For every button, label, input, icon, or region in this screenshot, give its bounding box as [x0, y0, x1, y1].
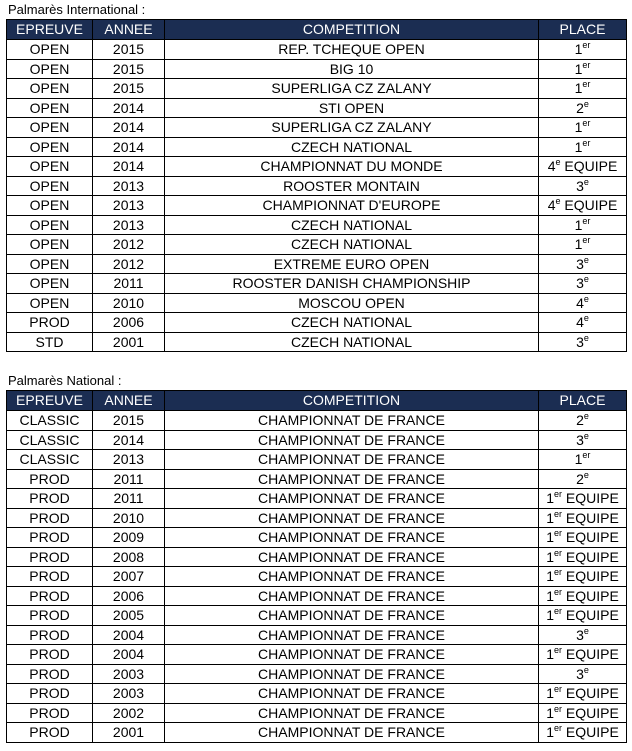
- place-cell: [539, 684, 627, 704]
- epreuve-cell: OPEN: [7, 79, 93, 99]
- national-table: [6, 390, 627, 743]
- place-cell: [539, 450, 627, 470]
- place-suffix: er: [553, 508, 562, 519]
- place-rank: 1: [546, 548, 554, 565]
- epreuve-cell: CLASSIC: [7, 411, 93, 431]
- epreuve-cell: OPEN: [7, 157, 93, 177]
- place-suffix: e: [583, 411, 589, 422]
- table-row: [7, 59, 627, 79]
- competition-cell: CHAMPIONNAT DE FRANCE: [165, 645, 539, 665]
- place-cell: [539, 59, 627, 79]
- competition-cell: CHAMPIONNAT DE FRANCE: [165, 528, 539, 548]
- place-suffix: er: [553, 723, 562, 734]
- place-cell: [539, 157, 627, 177]
- place-cell: [539, 235, 627, 255]
- annee-cell: 2014: [93, 98, 165, 118]
- place-rank: 1: [574, 236, 583, 253]
- table-row: [7, 118, 627, 138]
- place-suffix: e: [583, 469, 589, 480]
- table-row: [7, 313, 627, 333]
- table-row: [7, 430, 627, 450]
- place-rank: 3: [576, 431, 584, 448]
- annee-cell: 2014: [93, 137, 165, 157]
- place-suffix: er: [553, 567, 562, 578]
- place-cell: [539, 332, 627, 352]
- table-row: [7, 684, 627, 704]
- table-row: [7, 703, 627, 723]
- table-row: [7, 450, 627, 470]
- place-rank: 1: [574, 119, 583, 136]
- place-cell: [539, 79, 627, 99]
- place-rank: 1: [546, 490, 554, 507]
- annee-cell: 2006: [93, 586, 165, 606]
- annee-cell: 2013: [93, 196, 165, 216]
- competition-cell: CHAMPIONNAT D'EUROPE: [165, 196, 539, 216]
- table-row: [7, 586, 627, 606]
- place-extra: EQUIPE: [562, 587, 619, 604]
- annee-cell: 2004: [93, 645, 165, 665]
- place-extra: EQUIPE: [562, 529, 619, 546]
- table-row: [7, 332, 627, 352]
- competition-cell: MOSCOU OPEN: [165, 293, 539, 313]
- international-title: Palmarès International :: [8, 2, 146, 17]
- place-cell: [539, 489, 627, 509]
- competition-cell: CHAMPIONNAT DE FRANCE: [165, 703, 539, 723]
- place-rank: 4: [576, 294, 584, 311]
- place-rank: 4: [547, 197, 556, 214]
- competition-cell: SUPERLIGA CZ ZALANY: [165, 79, 539, 99]
- epreuve-cell: OPEN: [7, 40, 93, 60]
- table-row: [7, 489, 627, 509]
- place-rank: 1: [546, 646, 554, 663]
- epreuve-cell: PROD: [7, 723, 93, 743]
- table-row: [7, 137, 627, 157]
- annee-cell: 2014: [93, 157, 165, 177]
- place-suffix: e: [583, 332, 589, 343]
- epreuve-cell: PROD: [7, 547, 93, 567]
- table-row: [7, 215, 627, 235]
- place-rank: 3: [576, 665, 584, 682]
- annee-cell: 2015: [93, 40, 165, 60]
- place-rank: 1: [574, 451, 583, 468]
- national-title: Palmarès National :: [8, 373, 122, 388]
- place-rank: 1: [546, 724, 554, 741]
- place-rank: 1: [546, 529, 554, 546]
- table-row: [7, 40, 627, 60]
- competition-cell: BIG 10: [165, 59, 539, 79]
- place-cell: [539, 430, 627, 450]
- place-extra: EQUIPE: [562, 509, 619, 526]
- competition-cell: CHAMPIONNAT DE FRANCE: [165, 684, 539, 704]
- place-rank: 1: [574, 138, 583, 155]
- place-extra: EQUIPE: [562, 704, 619, 721]
- place-rank: 1: [546, 704, 554, 721]
- table-row: [7, 235, 627, 255]
- place-rank: 2: [576, 99, 584, 116]
- place-suffix: er: [582, 40, 591, 51]
- place-extra: EQUIPE: [562, 490, 619, 507]
- place-suffix: er: [553, 645, 562, 656]
- annee-cell: 2010: [93, 508, 165, 528]
- competition-cell: CHAMPIONNAT DE FRANCE: [165, 469, 539, 489]
- table-row: [7, 196, 627, 216]
- competition-cell: CHAMPIONNAT DE FRANCE: [165, 411, 539, 431]
- place-cell: [539, 196, 627, 216]
- annee-cell: 2011: [93, 489, 165, 509]
- table-row: [7, 254, 627, 274]
- epreuve-cell: PROD: [7, 703, 93, 723]
- table-row: [7, 606, 627, 626]
- place-cell: [539, 703, 627, 723]
- place-rank: 3: [576, 626, 584, 643]
- place-extra: EQUIPE: [562, 568, 619, 585]
- competition-cell: CHAMPIONNAT DE FRANCE: [165, 508, 539, 528]
- place-cell: [539, 528, 627, 548]
- epreuve-cell: PROD: [7, 606, 93, 626]
- epreuve-cell: OPEN: [7, 254, 93, 274]
- header-place: PLACE: [539, 391, 627, 411]
- competition-cell: CHAMPIONNAT DU MONDE: [165, 157, 539, 177]
- table-row: [7, 547, 627, 567]
- place-cell: [539, 40, 627, 60]
- annee-cell: 2011: [93, 274, 165, 294]
- competition-cell: REP. TCHEQUE OPEN: [165, 40, 539, 60]
- place-rank: 1: [574, 216, 583, 233]
- annee-cell: 2015: [93, 411, 165, 431]
- annee-cell: 2015: [93, 59, 165, 79]
- place-cell: [539, 254, 627, 274]
- header-annee: ANNEE: [93, 391, 165, 411]
- place-cell: [539, 567, 627, 587]
- epreuve-cell: PROD: [7, 664, 93, 684]
- place-rank: 1: [546, 587, 554, 604]
- place-suffix: er: [553, 684, 562, 695]
- competition-cell: CHAMPIONNAT DE FRANCE: [165, 723, 539, 743]
- international-rows: [7, 40, 627, 352]
- epreuve-cell: OPEN: [7, 293, 93, 313]
- epreuve-cell: PROD: [7, 469, 93, 489]
- place-cell: [539, 98, 627, 118]
- annee-cell: 2003: [93, 664, 165, 684]
- place-suffix: er: [582, 235, 591, 246]
- place-suffix: e: [583, 274, 589, 285]
- place-suffix: e: [583, 98, 589, 109]
- table-row: [7, 645, 627, 665]
- place-extra: EQUIPE: [562, 548, 619, 565]
- epreuve-cell: OPEN: [7, 98, 93, 118]
- table-row: [7, 79, 627, 99]
- annee-cell: 2008: [93, 547, 165, 567]
- place-rank: 3: [576, 275, 584, 292]
- place-rank: 3: [576, 333, 584, 350]
- place-cell: [539, 586, 627, 606]
- place-suffix: er: [553, 606, 562, 617]
- competition-cell: CHAMPIONNAT DE FRANCE: [165, 606, 539, 626]
- annee-cell: 2006: [93, 313, 165, 333]
- place-cell: [539, 508, 627, 528]
- epreuve-cell: PROD: [7, 567, 93, 587]
- annee-cell: 2001: [93, 332, 165, 352]
- competition-cell: CZECH NATIONAL: [165, 235, 539, 255]
- annee-cell: 2014: [93, 118, 165, 138]
- place-extra: EQUIPE: [562, 607, 619, 624]
- competition-cell: CHAMPIONNAT DE FRANCE: [165, 625, 539, 645]
- table-row: [7, 274, 627, 294]
- epreuve-cell: PROD: [7, 645, 93, 665]
- place-cell: [539, 176, 627, 196]
- epreuve-cell: OPEN: [7, 137, 93, 157]
- epreuve-cell: STD: [7, 332, 93, 352]
- national-rows: [7, 411, 627, 743]
- place-extra: EQUIPE: [562, 724, 619, 741]
- place-cell: [539, 274, 627, 294]
- header-competition: COMPETITION: [165, 391, 539, 411]
- place-suffix: er: [582, 450, 591, 461]
- epreuve-cell: OPEN: [7, 118, 93, 138]
- place-extra: EQUIPE: [562, 685, 619, 702]
- place-suffix: e: [583, 254, 589, 265]
- competition-cell: ROOSTER MONTAIN: [165, 176, 539, 196]
- place-suffix: e: [583, 313, 589, 324]
- place-suffix: er: [553, 528, 562, 539]
- place-rank: 4: [576, 314, 584, 331]
- competition-cell: CZECH NATIONAL: [165, 332, 539, 352]
- header-epreuve: EPREUVE: [7, 391, 93, 411]
- place-rank: 3: [576, 255, 584, 272]
- place-rank: 1: [574, 41, 583, 58]
- epreuve-cell: OPEN: [7, 235, 93, 255]
- place-suffix: e: [583, 625, 589, 636]
- place-rank: 4: [547, 158, 556, 175]
- table-row: [7, 98, 627, 118]
- competition-cell: CHAMPIONNAT DE FRANCE: [165, 664, 539, 684]
- place-suffix: er: [553, 703, 562, 714]
- annee-cell: 2012: [93, 235, 165, 255]
- annee-cell: 2013: [93, 215, 165, 235]
- place-cell: [539, 293, 627, 313]
- place-rank: 1: [574, 80, 583, 97]
- place-suffix: e: [555, 196, 561, 207]
- competition-cell: EXTREME EURO OPEN: [165, 254, 539, 274]
- place-suffix: e: [583, 430, 589, 441]
- table-row: [7, 723, 627, 743]
- place-suffix: er: [582, 137, 591, 148]
- epreuve-cell: OPEN: [7, 274, 93, 294]
- place-cell: [539, 606, 627, 626]
- header-competition: COMPETITION: [165, 20, 539, 40]
- place-cell: [539, 137, 627, 157]
- competition-cell: CHAMPIONNAT DE FRANCE: [165, 430, 539, 450]
- place-cell: [539, 411, 627, 431]
- place-cell: [539, 723, 627, 743]
- place-cell: [539, 625, 627, 645]
- place-suffix: e: [555, 157, 561, 168]
- epreuve-cell: CLASSIC: [7, 450, 93, 470]
- competition-cell: SUPERLIGA CZ ZALANY: [165, 118, 539, 138]
- annee-cell: 2010: [93, 293, 165, 313]
- place-rank: 3: [576, 177, 584, 194]
- annee-cell: 2013: [93, 176, 165, 196]
- place-rank: 1: [546, 685, 554, 702]
- annee-cell: 2003: [93, 684, 165, 704]
- place-cell: [539, 313, 627, 333]
- epreuve-cell: PROD: [7, 684, 93, 704]
- annee-cell: 2009: [93, 528, 165, 548]
- table-header-row: [7, 20, 627, 40]
- annee-cell: 2001: [93, 723, 165, 743]
- epreuve-cell: OPEN: [7, 196, 93, 216]
- table-row: [7, 469, 627, 489]
- annee-cell: 2014: [93, 430, 165, 450]
- table-header-row: [7, 391, 627, 411]
- annee-cell: 2005: [93, 606, 165, 626]
- place-rank: 2: [576, 470, 584, 487]
- competition-cell: CHAMPIONNAT DE FRANCE: [165, 450, 539, 470]
- competition-cell: ROOSTER DANISH CHAMPIONSHIP: [165, 274, 539, 294]
- epreuve-cell: PROD: [7, 313, 93, 333]
- epreuve-cell: OPEN: [7, 215, 93, 235]
- place-rank: 1: [546, 568, 554, 585]
- place-suffix: er: [582, 79, 591, 90]
- epreuve-cell: OPEN: [7, 59, 93, 79]
- competition-cell: STI OPEN: [165, 98, 539, 118]
- annee-cell: 2011: [93, 469, 165, 489]
- epreuve-cell: PROD: [7, 508, 93, 528]
- place-suffix: er: [582, 59, 591, 70]
- place-cell: [539, 469, 627, 489]
- place-rank: 1: [546, 509, 554, 526]
- epreuve-cell: PROD: [7, 528, 93, 548]
- international-table: [6, 19, 627, 352]
- table-row: [7, 157, 627, 177]
- table-row: [7, 176, 627, 196]
- competition-cell: CZECH NATIONAL: [165, 313, 539, 333]
- table-row: [7, 293, 627, 313]
- place-extra: EQUIPE: [560, 158, 618, 175]
- header-annee: ANNEE: [93, 20, 165, 40]
- epreuve-cell: PROD: [7, 489, 93, 509]
- header-place: PLACE: [539, 20, 627, 40]
- competition-cell: CHAMPIONNAT DE FRANCE: [165, 586, 539, 606]
- place-rank: 2: [576, 412, 584, 429]
- place-suffix: e: [583, 664, 589, 675]
- place-rank: 1: [546, 607, 554, 624]
- annee-cell: 2002: [93, 703, 165, 723]
- table-row: [7, 567, 627, 587]
- place-rank: 1: [574, 60, 583, 77]
- table-row: [7, 664, 627, 684]
- competition-cell: CZECH NATIONAL: [165, 215, 539, 235]
- table-row: [7, 625, 627, 645]
- competition-cell: CHAMPIONNAT DE FRANCE: [165, 567, 539, 587]
- epreuve-cell: PROD: [7, 586, 93, 606]
- table-row: [7, 528, 627, 548]
- epreuve-cell: OPEN: [7, 176, 93, 196]
- place-extra: EQUIPE: [562, 646, 619, 663]
- international-section: [6, 2, 626, 352]
- place-suffix: e: [583, 293, 589, 304]
- header-epreuve: EPREUVE: [7, 20, 93, 40]
- epreuve-cell: CLASSIC: [7, 430, 93, 450]
- annee-cell: 2015: [93, 79, 165, 99]
- place-suffix: er: [582, 118, 591, 129]
- table-row: [7, 411, 627, 431]
- place-suffix: er: [553, 586, 562, 597]
- place-suffix: er: [582, 215, 591, 226]
- epreuve-cell: PROD: [7, 625, 93, 645]
- annee-cell: 2004: [93, 625, 165, 645]
- table-row: [7, 508, 627, 528]
- place-suffix: er: [553, 489, 562, 500]
- place-suffix: e: [583, 176, 589, 187]
- competition-cell: CHAMPIONNAT DE FRANCE: [165, 547, 539, 567]
- place-cell: [539, 645, 627, 665]
- place-suffix: er: [553, 547, 562, 558]
- annee-cell: 2012: [93, 254, 165, 274]
- place-extra: EQUIPE: [560, 197, 618, 214]
- national-section: [6, 373, 626, 743]
- competition-cell: CHAMPIONNAT DE FRANCE: [165, 489, 539, 509]
- place-cell: [539, 664, 627, 684]
- place-cell: [539, 118, 627, 138]
- annee-cell: 2013: [93, 450, 165, 470]
- place-cell: [539, 547, 627, 567]
- competition-cell: CZECH NATIONAL: [165, 137, 539, 157]
- annee-cell: 2007: [93, 567, 165, 587]
- place-cell: [539, 215, 627, 235]
